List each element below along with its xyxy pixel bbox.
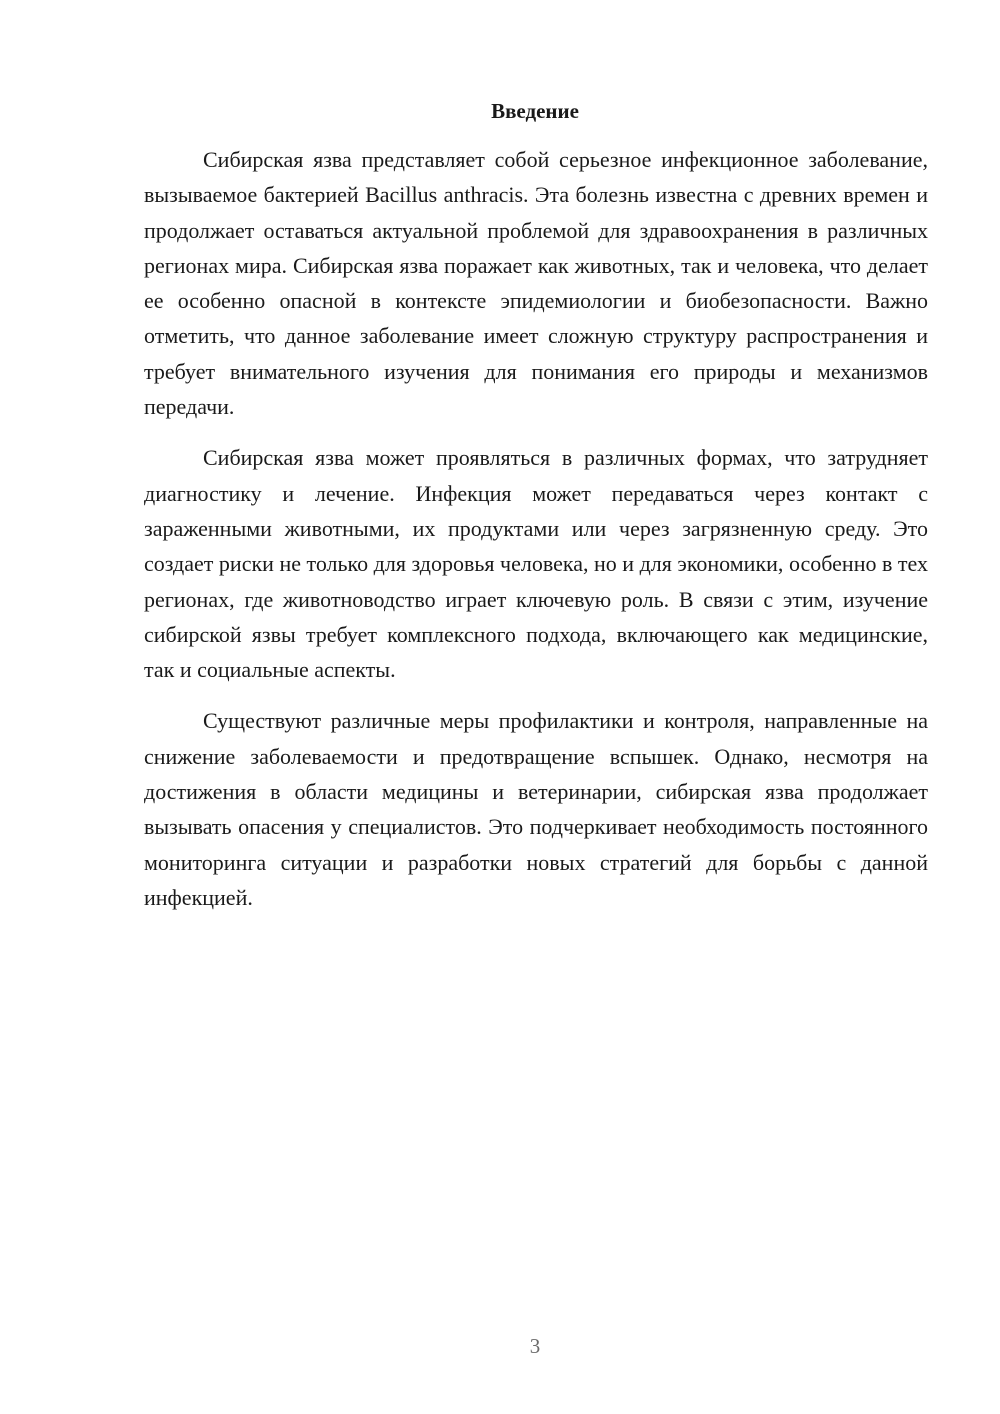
paragraph-1: Сибирская язва представляет собой серьезное инфекционное заболевание, вызываемое бактерией Bacillus anthracis. Эта болезнь известна с древних времен и продолжает оставаться актуальной проблемой для здравоохранения в различных регионах мира. Сибирская язва поражает как животных, так и человека, что делает ее особенно опасной в контексте эпидемиологии и биобезопасности. Важно отметить, что данное заболевание имеет сложную структуру распространения и требует внимательного изучения для понимания его природы и механизмов передачи.	[144, 147, 928, 420]
section-title: Введение	[491, 99, 579, 123]
page-number: 3	[529, 1334, 541, 1358]
paragraph-2: Сибирская язва может проявляться в различных формах, что затрудняет диагностику и лечение. Инфекция может передаваться через контакт с зараженными животными, их продуктами или через загрязненную среду. Это создает риски не только для здоровья человека, но и для экономики, особенно в тех регионах, где животноводство играет ключевую роль. В связи с этим, изучение сибирской язвы требует комплексного подхода, включающего как медицинские, так и социальные аспекты.	[144, 445, 928, 683]
document-body	[144, 142, 928, 931]
paragraph-3: Существуют различные меры профилактики и контроля, направленные на снижение заболеваемости и предотвращение вспышек. Однако, несмотря на достижения в области медицины и ветеринарии, сибирская язва продолжает вызывать опасения у специалистов. Это подчеркивает необходимость постоянного мониторинга ситуации и разработки новых стратегий для борьбы с данной инфекцией.	[144, 708, 928, 910]
